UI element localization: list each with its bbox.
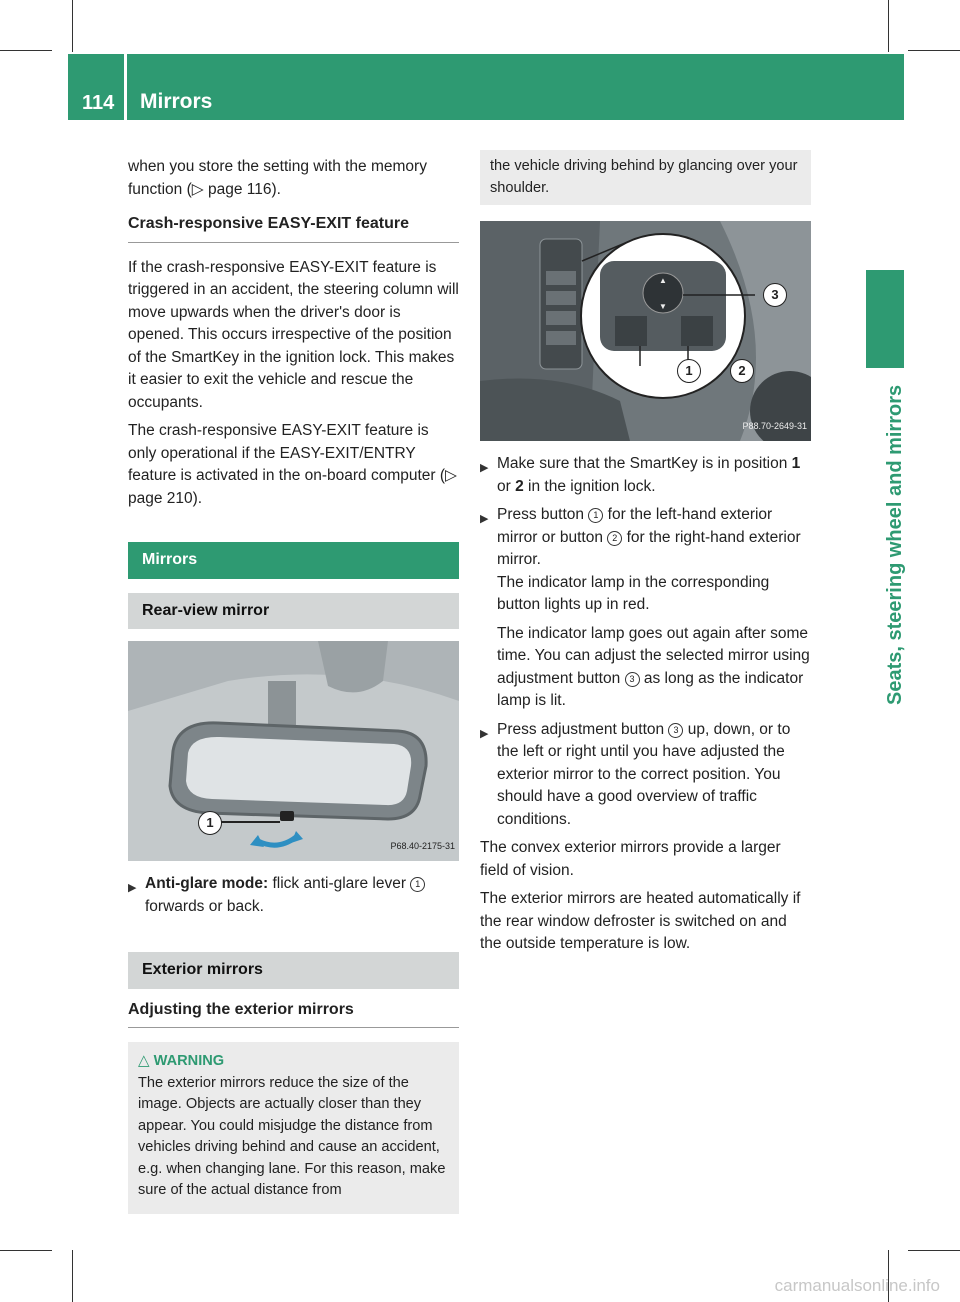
warning-triangle-icon: △ [138,1052,150,1069]
image-code: P88.70-2649-31 [742,420,807,431]
step-text: up, down, or to the left or right until you have adjusted the exterior mirror to the correct position. You should have a good overview of traffic conditions. [497,720,791,828]
crop-mark [888,0,889,52]
intro-text: when you store the setting with the memory function (▷ page 116). [128,158,427,198]
step-paragraph [497,504,811,617]
heading-rule [128,242,459,243]
mirrors-bar: Mirrors [128,542,459,579]
warning-continued: the vehicle driving behind by glancing over your shoulder. [480,150,811,205]
right-column [480,150,811,962]
callout-ref: 3 [668,723,683,738]
step-arrow-icon: ▶ [480,462,489,474]
crash-paragraph-2: The crash-responsive EASY-EXIT feature is only operational if the EASY-EXIT/ENTRY feature is activated in the on-board computer (▷ page 210). [128,422,457,507]
step-text: Make sure that the SmartKey is in position [497,455,788,472]
step-paragraph [497,623,811,713]
step-adjust [480,719,811,832]
header-separator [124,54,127,120]
callout-3: 3 [763,283,787,307]
callout-1: 1 [198,811,222,835]
exterior-bar: Exterior mirrors [128,952,459,989]
page-title: Mirrors [140,90,213,113]
convex-paragraph: The convex exterior mirrors provide a larger field of vision. [480,839,781,879]
antiglare-step [128,873,459,918]
footer-watermark: carmanualsonline.info [774,1276,940,1295]
image-code: P68.40-2175-31 [390,840,455,851]
crop-mark [908,50,960,51]
callout-ref: 2 [607,531,622,546]
side-tab-marker [866,270,904,368]
crop-mark [908,1250,960,1251]
door-panel-illustration [480,221,811,441]
rearview-mirror-illustration [128,641,459,861]
warning-title: WARNING [153,1053,225,1069]
adjusting-section [128,999,459,1029]
position-number: 1 [791,455,801,472]
callout-ref: 3 [625,672,640,687]
heated-paragraph: The exterior mirrors are heated automatically if the rear window defroster is switched on and the outside temperature is low. [480,890,801,952]
step-text: The indicator lamp goes out again after some time. You can adjust the selected mirror using adjustment button [497,624,810,687]
step-text: for the right-hand exterior mirror. [497,528,801,568]
warning-header [138,1050,449,1073]
step-press-button [480,504,811,713]
step-text: Press adjustment button [497,720,665,738]
step-text: or [497,477,511,495]
position-number: 2 [515,477,524,495]
step-text: for the left-hand exterior mirror or button [497,506,773,546]
rearview-mirror-image [128,641,459,861]
adjusting-heading: Adjusting the exterior mirrors [128,1000,354,1018]
antiglare-text: flick anti-glare lever [272,875,406,892]
crash-paragraph-1: If the crash-responsive EASY-EXIT feature is triggered in an accident, the steering column will move upwards when the driver's door is opened. This occurs irrespective of the position of the SmartKey in the ignition lock. This makes it easier to exit the vehicle and rescue the occupants. [128,258,459,411]
heading-rule [128,1027,459,1028]
crop-mark [0,50,52,51]
step-arrow-icon: ▶ [480,513,489,525]
crash-section [128,213,459,243]
antiglare-label: Anti-glare mode: [145,875,269,892]
crop-mark [0,1250,52,1251]
left-column [128,156,459,1214]
crash-heading: Crash-responsive EASY-EXIT feature [128,215,409,232]
step-text: The indicator lamp in the corresponding button lights up in red. [497,573,770,613]
crop-mark [72,1250,73,1302]
crop-mark [72,0,73,52]
page-number: 114 [82,92,115,114]
callout-2: 2 [730,359,754,383]
svg-text:▼: ▼ [659,302,667,311]
door-panel-image [480,221,811,441]
step-text: in the ignition lock. [528,477,656,495]
step-position [480,453,811,498]
step-text: as long as the indicator lamp is lit. [497,669,804,709]
step-text: Press button [497,506,585,523]
warning-text: The exterior mirrors reduce the size of the image. Objects are actually closer than they appear. You could misjudge the distance from vehicles driving behind and cause an accident, e.g. when changing lane. For this reason, make sure of the actual distance from [138,1074,446,1198]
callout-1: 1 [677,359,701,383]
warning-box [128,1042,459,1214]
antiglare-text-after: forwards or back. [145,897,264,915]
svg-text:▲: ▲ [659,276,667,285]
step-arrow-icon: ▶ [128,882,137,894]
side-tab-label: Seats, steering wheel and mirrors [884,384,906,705]
callout-ref: 1 [588,508,603,523]
callout-ref: 1 [410,877,425,892]
rearview-bar: Rear-view mirror [128,593,459,630]
step-arrow-icon: ▶ [480,727,489,740]
